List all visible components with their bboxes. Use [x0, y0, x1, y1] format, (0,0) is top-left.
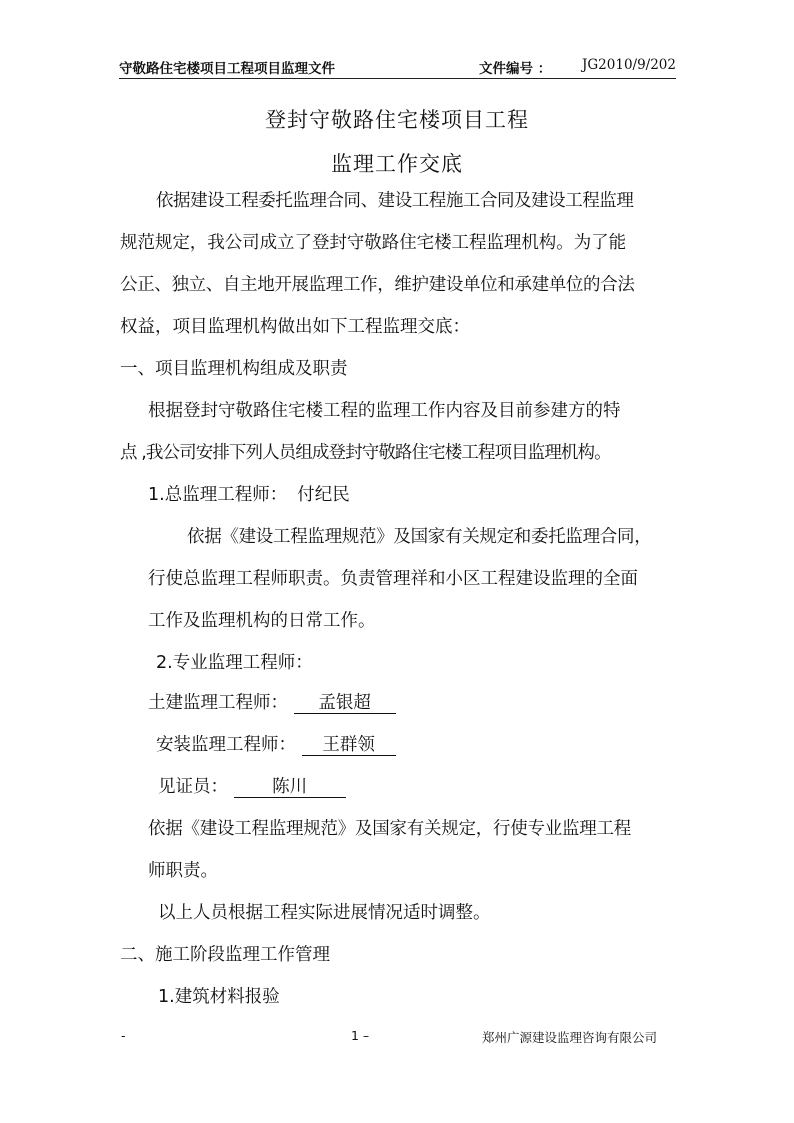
page-title: 登封守敬路住宅楼项目工程 — [265, 108, 529, 132]
chief-engineer-label: 1.总监理工程师： — [148, 485, 288, 505]
page-header — [119, 57, 676, 77]
section-2-item-1: 1.建筑材料报验 — [158, 987, 280, 1007]
page-number: 1 – — [351, 1028, 370, 1043]
witness-label: 见证员： — [158, 777, 228, 797]
install-engineer-label: 安装监理工程师： — [156, 735, 296, 755]
civil-engineer-name: 孟银超 — [294, 693, 396, 714]
intro-line-2: 规范规定，我公司成立了登封守敬路住宅楼工程监理机构。为了能 — [120, 233, 627, 253]
header-divider — [119, 78, 676, 79]
footer-company-name: 郑州广源建设监理咨询有限公司 — [482, 1030, 658, 1045]
chief-desc-line-2: 行使总监理工程师职责。负责管理祥和小区工程建设监理的全面 — [148, 569, 638, 589]
intro-line-3: 公正、独立、自主地开展监理工作，维护建设单位和承建单位的合法 — [120, 275, 635, 295]
intro-line-1: 依据建设工程委托监理合同、建设工程施工合同及建设工程监理 — [156, 191, 634, 211]
install-engineer-name: 王群领 — [302, 735, 396, 756]
install-engineer-row — [156, 734, 396, 756]
section-1-para-line-2: 点 ,我公司安排下列人员组成登封守敬路住宅楼工程项目监理机构。 — [120, 443, 611, 463]
page-subtitle: 监理工作交底 — [331, 152, 463, 176]
civil-engineer-label: 土建监理工程师： — [148, 693, 288, 713]
witness-name: 陈川 — [234, 777, 346, 798]
witness-row — [158, 776, 346, 798]
chief-desc-line-1: 依据《建设工程监理规范》及国家有关规定和委托监理合同， — [187, 527, 652, 547]
chief-engineer-name: 付纪民 — [297, 485, 350, 505]
civil-engineer-row — [148, 692, 396, 714]
intro-line-4: 权益，项目监理机构做出如下工程监理交底： — [120, 317, 470, 337]
header-file-number: JG2010/9/202 — [581, 57, 676, 73]
specialist-engineers-label: 2.专业监理工程师： — [156, 653, 313, 673]
specialist-desc-line-1: 依据《建设工程监理规范》及国家有关规定，行使专业监理工程 — [148, 819, 631, 839]
section-1-heading: 一、项目监理机构组成及职责 — [120, 359, 348, 379]
header-file-number-label: 文件编号 ： — [479, 61, 552, 77]
section-2-heading: 二、施工阶段监理工作管理 — [120, 945, 330, 965]
chief-desc-line-3: 工作及监理机构的日常工作。 — [148, 611, 376, 631]
section-1-para-line-1: 根据登封守敬路住宅楼工程的监理工作内容及目前参建方的特 — [148, 401, 621, 421]
footer-left-mark: - — [121, 1028, 126, 1043]
adjustment-note: 以上人员根据工程实际进展情况适时调整。 — [158, 903, 491, 923]
header-document-title: 守敬路住宅楼项目工程项目监理文件 — [119, 61, 335, 77]
specialist-desc-line-2: 师职责。 — [148, 861, 218, 881]
chief-engineer-row — [148, 484, 350, 506]
